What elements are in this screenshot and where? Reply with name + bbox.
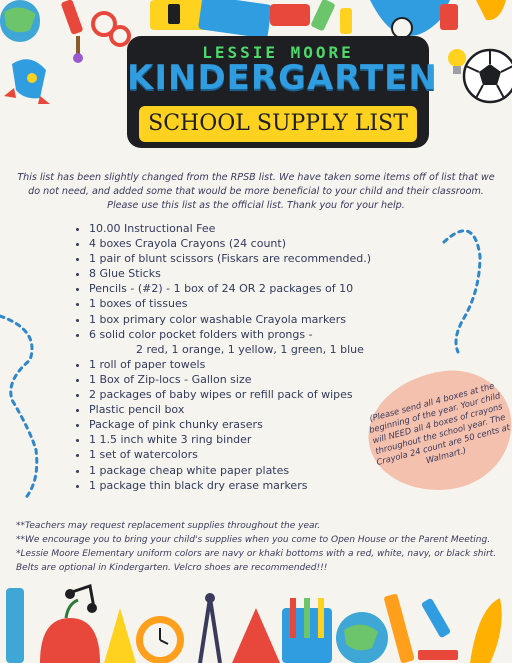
backpack-icon: [370, 0, 450, 36]
list-item: • 8 Glue Sticks: [89, 266, 389, 281]
list-title-banner: SCHOOL SUPPLY LIST: [137, 104, 419, 144]
intro-paragraph: This list has been slightly changed from the RPSB list. We have taken some items off of list that we do not need, and added some that would be more beneficial to your child and their classroom. Please use this list as the official list. Thank you for your help.: [17, 172, 495, 211]
list-item: • 1 box primary color washable Crayola markers: [89, 312, 389, 327]
footer-line: Belts are optional in Kindergarten. Velcro shoes are recommended!!!: [16, 563, 328, 573]
supply-list: [72, 221, 389, 493]
music-note-icon: [72, 586, 94, 608]
list-item: • 10.00 Instructional Fee: [89, 221, 389, 236]
crayon-box-icon: [270, 4, 310, 26]
globe-icon: [0, 0, 40, 42]
book-icon: [150, 0, 220, 30]
pencil-icon: [61, 0, 84, 35]
scissors-icon: [93, 13, 115, 35]
globe-icon: [336, 612, 388, 663]
rocket-icon: [4, 59, 50, 104]
list-item: • 1 set of watercolors: [89, 447, 389, 462]
lightbulb-icon: [448, 49, 466, 74]
list-item: • 4 boxes Crayola Crayons (24 count): [89, 236, 389, 251]
ruler-icon: [104, 608, 136, 663]
crayon-note: (Please send all 4 boxes at the beginning of the year. Your child will NEED all 4 boxes of crayons throughout the school year. The Crayola 24 count are 50 cents at Walmart.): [367, 380, 511, 468]
list-item: • 1 boxes of tissues: [89, 296, 389, 311]
paintbrush-icon: [73, 36, 83, 63]
school-supplies-illustration-bottom: [0, 578, 512, 663]
list-item: • Pencils - (#2) - 1 box of 24 OR 2 packages of 10: [89, 281, 389, 296]
soccer-ball-icon: [464, 50, 512, 102]
list-item: • Package of pink chunky erasers: [89, 417, 389, 432]
apple-icon: [40, 618, 100, 663]
footer-notes: [16, 519, 502, 575]
triangle-ruler-icon: [232, 608, 280, 663]
test-tubes-icon: [282, 608, 332, 663]
compass-icon: [200, 593, 220, 663]
leaf-icon: [470, 598, 502, 663]
ruler-icon: [383, 593, 414, 663]
clock-icon: [392, 18, 412, 38]
alarm-clock-icon: [136, 616, 184, 663]
folders-label: 6 solid color pocket folders with prongs -: [89, 327, 313, 341]
school-name: LESSIE MOORE: [202, 43, 354, 62]
grade-title: KINDERGARTEN: [127, 58, 438, 98]
trophy-icon: [476, 0, 506, 20]
list-item: • 1 package thin black dry erase markers: [89, 478, 389, 493]
list-item: • 2 packages of baby wipes or refill pack of wipes: [89, 387, 389, 402]
list-item: • Plastic pencil box: [89, 402, 389, 417]
footer-line: **We encourage you to bring your child's supplies when you come to Open House or the Parent Meeting.: [16, 535, 491, 545]
bottle-icon: [6, 588, 24, 663]
list-item: • 1 Box of Zip-locs - Gallon size: [89, 372, 389, 387]
list-item: • 1 roll of paper towels: [89, 357, 389, 372]
footer-line: *Lessie Moore Elementary uniform colors are navy or khaki bottoms with a red, white, navy, or black shirt.: [16, 549, 497, 559]
list-item: • 1 package cheap white paper plates: [89, 463, 389, 478]
list-item: • 1 pair of blunt scissors (Fiskars are recommended.): [89, 251, 389, 266]
list-item-folders: [89, 327, 389, 357]
list-item: • 1 1.5 inch white 3 ring binder: [89, 432, 389, 447]
header-card: [127, 36, 438, 148]
folder-colors: 2 red, 1 orange, 1 yellow, 1 green, 1 blue: [136, 342, 364, 356]
footer-line: **Teachers may request replacement supplies throughout the year.: [16, 521, 321, 531]
microscope-icon: [418, 598, 458, 660]
